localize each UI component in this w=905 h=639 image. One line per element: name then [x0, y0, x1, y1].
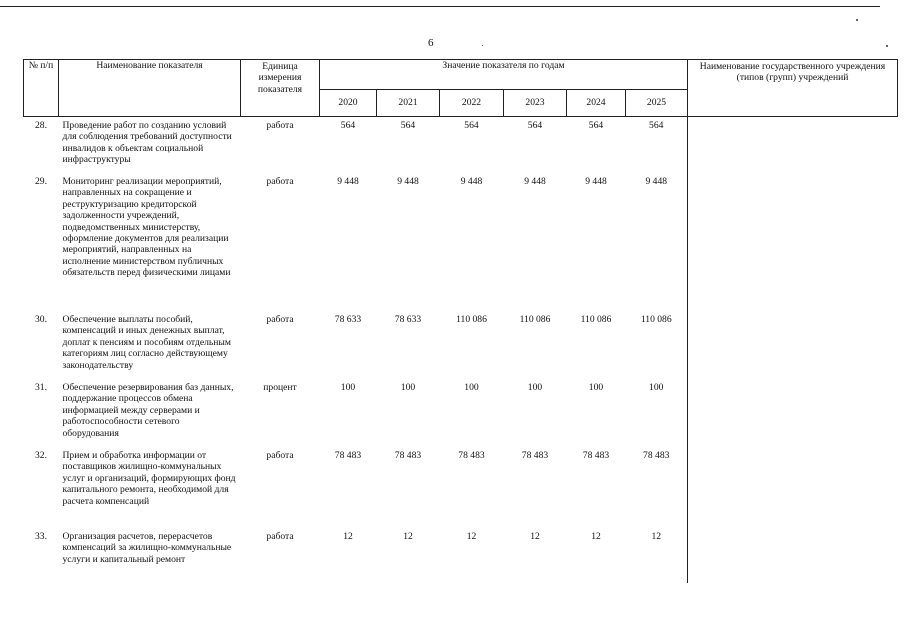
row-number: 33.	[35, 531, 47, 542]
row-unit: работа	[266, 120, 294, 131]
row-value: 78 483	[582, 450, 610, 461]
row-institution	[688, 448, 898, 529]
header-year: 2021	[377, 89, 440, 116]
scan-speck	[856, 19, 858, 21]
row-number: 28.	[35, 120, 47, 131]
page-number: 6	[428, 37, 434, 49]
row-name: Прием и обработка информации от поставщиков жилищно-коммунальных услуг и организаций, формирующих фонд капитального ремонта, необходимой для расчета компенсаций	[62, 450, 236, 507]
row-value: 110 086	[456, 314, 487, 325]
row-unit: работа	[266, 176, 294, 187]
row-value: 78 633	[394, 314, 422, 325]
row-value: 564	[340, 120, 356, 131]
table-row	[24, 117, 898, 175]
header-year: 2020	[320, 89, 377, 116]
row-value: 564	[464, 120, 479, 131]
row-name: Мониторинг реализации мероприятий, направленных на сокращение и реструктуризацию кредиторской задолженности учреждений, подведомственных министерству, оформление документов для реализации мероприятий, направленных на исполнение министерством публичных обязательств перед физическими лицами	[62, 176, 231, 279]
row-number: 30.	[35, 314, 47, 325]
table-row	[24, 448, 898, 529]
row-value: 100	[464, 382, 479, 393]
row-value: 100	[527, 382, 543, 393]
row-value: 78 483	[334, 450, 362, 461]
row-name: Проведение работ по созданию условий для соблюдения требований доступности инвалидов к объектам социальной инфраструктуры	[62, 120, 232, 166]
header-unit: Единица измерения показателя	[241, 60, 320, 117]
row-value: 9 448	[397, 176, 419, 187]
scan-speck	[482, 45, 483, 46]
row-value: 564	[527, 120, 543, 131]
row-value: 12	[343, 531, 353, 542]
row-unit: работа	[266, 314, 294, 325]
row-value: 564	[649, 120, 664, 131]
row-value: 100	[340, 382, 356, 393]
header-values-group: Значение показателя по годам	[320, 60, 688, 90]
row-unit: процент	[263, 382, 297, 393]
table-row	[24, 174, 898, 312]
header-name: Наименование показателя	[59, 60, 241, 117]
row-unit: работа	[266, 450, 294, 461]
row-value: 78 483	[458, 450, 485, 461]
row-institution	[688, 380, 898, 448]
row-institution	[688, 174, 898, 312]
row-institution	[688, 117, 898, 175]
header-institution: Наименование государственного учреждения (типов (групп) учреждений	[688, 60, 898, 117]
row-value: 564	[588, 120, 604, 131]
row-name: Обеспечение резервирования баз данных, поддержание процессов обмена информацией между серверами и работоспособности сетевого оборудования	[62, 382, 234, 439]
row-value: 9 448	[585, 176, 607, 187]
row-value: 78 483	[394, 450, 422, 461]
row-value: 9 448	[337, 176, 359, 187]
row-value: 12	[466, 531, 477, 542]
row-name: Обеспечение выплаты пособий, компенсаций и иных денежных выплат, доплат к пенсиям и пособиям отдельным категориям лиц согласно действующему законодательству	[62, 314, 231, 371]
row-value: 78 633	[334, 314, 362, 325]
row-value: 100	[649, 382, 664, 393]
row-number: 31.	[35, 382, 47, 393]
row-number: 32.	[35, 450, 47, 461]
row-value: 564	[400, 120, 416, 131]
row-value: 100	[400, 382, 416, 393]
row-value: 9 448	[524, 176, 546, 187]
row-value: 9 448	[460, 176, 483, 187]
indicators-table	[23, 59, 898, 583]
row-number: 29.	[35, 176, 47, 187]
row-value: 9 448	[645, 176, 668, 187]
row-unit: работа	[266, 531, 294, 542]
row-institution	[688, 312, 898, 380]
header-year: 2023	[504, 89, 567, 116]
header-num: № п/п	[24, 60, 59, 117]
row-value: 110 086	[580, 314, 612, 325]
row-value: 110 086	[519, 314, 551, 325]
row-value: 78 483	[521, 450, 549, 461]
table-row	[24, 380, 898, 448]
row-value: 100	[588, 382, 604, 393]
row-value: 12	[530, 531, 540, 542]
row-value: 12	[651, 531, 662, 542]
scan-speck	[886, 45, 888, 47]
row-value: 12	[403, 531, 413, 542]
top-rule	[0, 6, 880, 7]
table-row	[24, 312, 898, 380]
row-value: 78 483	[643, 450, 670, 461]
header-year: 2022	[440, 89, 504, 116]
row-name: Организация расчетов, перерасчетов компенсаций за жилищно-коммунальные услуги и капитальный ремонт	[62, 531, 232, 565]
table-row	[24, 529, 898, 583]
header-year: 2024	[567, 89, 626, 116]
row-institution	[688, 529, 898, 583]
header-year: 2025	[626, 89, 688, 116]
row-value: 12	[591, 531, 601, 542]
row-value: 110 086	[640, 314, 672, 325]
